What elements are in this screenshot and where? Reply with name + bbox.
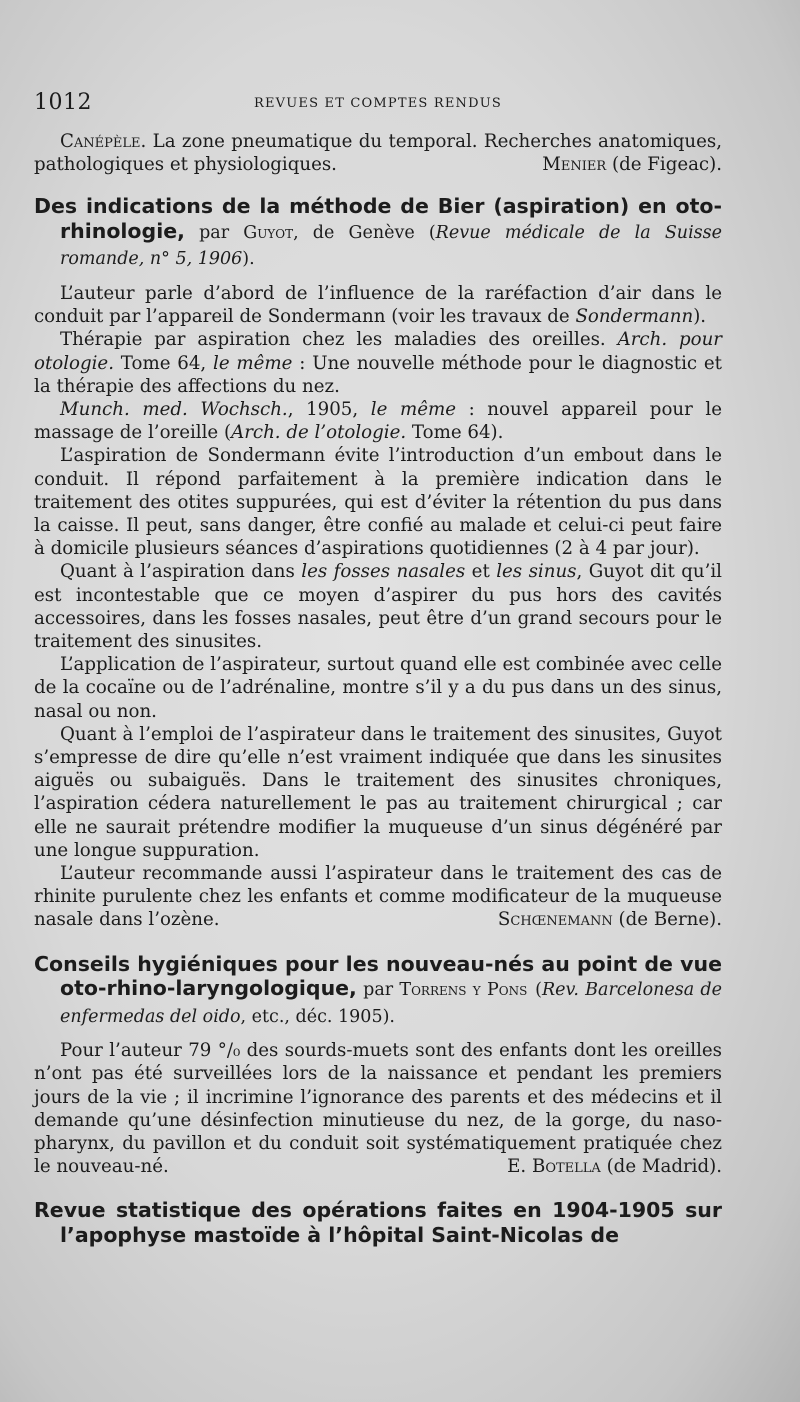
text-run: Quant à l’emploi de l’aspirateur dans le traitement des sinusites, Guyot s’empresse de dire qu’elle n’est vraiment indiquée que dans les sinusites aiguës ou subaiguës. Dans le traitement des sinusites chroniques, l’aspiration cédera naturellement le pas au traitement chirurgical ; car elle ne saurait prétendre modifier la muqueuse d’un sinus dégénéré par une longue suppuration. (34, 723, 722, 861)
article-2-source: Rev. Barcelonesa de enfermedas del oido (60, 980, 722, 1027)
signature-name: Botella (531, 1156, 601, 1178)
article-1-paragraph (34, 328, 722, 398)
italic-text: Munch. med. Wochsch. (60, 398, 288, 420)
italic-text: les fosses nasales (301, 561, 466, 583)
article-2-author: Torrens y Pons (399, 980, 528, 1001)
italic-text: le même (370, 398, 456, 420)
article-2-paragraph: Pour l’auteur 79 °/₀ des sourds-muets sont des enfants dont les oreilles n’ont pas été surveillées lors de la naissance et pendant les premiers jours de la vie ; il incrimine l’ignorance des parents et des médecins et il demande qu’une désinfection minutieuse du nez, de la gorge, du naso-pharynx, du pavillon et du conduit soit systématiquement pratiquée chez le nouveau-né. E. Botella (de Madrid). (34, 1040, 722, 1178)
previous-item-signature (516, 153, 722, 176)
running-title: REVUES ET COMPTES RENDUS (253, 96, 503, 111)
article-1-body (34, 282, 722, 932)
signature-place: (de Madrid). (600, 1156, 722, 1178)
text-run: , Guyot dit qu’il est incontestable que ce moyen d’aspirer du pus hors des cavités accessoires, dans les fosses nasales, peut être d’un grand secours pour le traitement des sinusites. (34, 561, 722, 652)
signature-place: (de Figeac). (606, 154, 722, 176)
article-2-heading: Conseils hygiéniques pour les nouveau-nés au point de vue oto-rhino-laryngologique, par Torrens y Pons (Rev. Barcelonesa de enfermedas del oido, etc., déc. 1905). (34, 951, 722, 1027)
article-3-heading: Revue statistique des opérations faites en 1904-1905 sur l’apophyse mastoïde à l’hôpital Saint-Nicolas de (34, 1198, 722, 1247)
text-run: L’auteur parle d’abord de l’influence de la raréfaction d’air dans le conduit par l’appareil de Sondermann (voir les travaux de (34, 282, 722, 328)
page-content (34, 90, 722, 1247)
article-1-paragraph (34, 398, 722, 444)
text-run: : nouvel appareil pour le massage de l’oreille ( (34, 398, 722, 444)
article-1-signature (498, 908, 722, 931)
article-1-paragraph (34, 282, 722, 328)
article-1-paragraph (34, 653, 722, 723)
previous-item-title: . La zone pneumatique du temporal. Recherches anatomiques, pathologiques et physiologiques. (34, 131, 722, 176)
text-run: L’aspiration de Sondermann évite l’introduction d’un embout dans le conduit. Il répond parfaitement à la première indication dans le traitement des otites suppurées, qui est d’éviter la rétention du pus dans la caisse. Il peut, sans danger, être confié au malade et celui-ci peut faire à domicile plusieurs séances d’aspirations quotidiennes (2 à 4 par jour). (34, 445, 722, 560)
text-run: Tome 64). (406, 422, 504, 444)
text-run: ). (693, 306, 707, 328)
article-1-heading: Des indications de la méthode de Bier (aspiration) en oto-rhinologie, par Guyot, de Genève (Revue médicale de la Suisse romande, n° 5, 1906). (34, 194, 722, 270)
article-1-title: Des indications de la méthode de Bier (aspiration) en oto-rhinologie, (34, 194, 722, 243)
italic-text: les sinus (496, 561, 577, 583)
article-2-signature: E. Botella (de Madrid). (507, 1156, 722, 1178)
italic-text: Arch. pour otologie. (34, 329, 722, 374)
previous-item-author: Canépèle (60, 131, 141, 152)
italic-text: le même (213, 352, 293, 374)
article-1-author-rest: , de Genève ( (293, 222, 436, 243)
previous-item (34, 130, 722, 176)
text-run: Thérapie par aspiration chez les maladies des oreilles. (60, 329, 618, 351)
text-run: L’auteur recommande aussi l’aspirateur dans le traitement des cas de rhinite purulente chez les enfants et comme modificateur de la muqueuse nasale dans l’ozène. (34, 862, 722, 931)
italic-text: Sondermann (575, 306, 694, 328)
article-1-paragraph (34, 444, 722, 560)
text-run: Quant à l’aspiration dans (60, 561, 302, 583)
article-1-source: Revue médicale de la Suisse romande, n° 5, 1906 (60, 222, 722, 270)
text-run: et (465, 561, 497, 583)
text-run: : Une nouvelle méthode pour le diagnostic et la thérapie des affections du nez. (34, 352, 722, 397)
running-header (34, 90, 722, 130)
text-run: L’application de l’aspirateur, surtout quand elle est combinée avec celle de la cocaïne ou de l’adrénaline, montre s’il y a du pus dans un des sinus, nasal ou non. (34, 654, 722, 722)
article-1-paragraph (34, 723, 722, 862)
text-run: Tome 64, (113, 352, 214, 374)
page-number: 1012 (34, 90, 92, 115)
signature-name: Schœnemann (497, 909, 613, 931)
italic-text: Arch. de l’otologie. (231, 422, 407, 444)
text-run: , 1905, (287, 398, 371, 420)
signature-name: Menier (542, 154, 607, 176)
article-1-paragraph (34, 560, 722, 653)
signature-place: (de Berne). (612, 909, 722, 931)
article-2-title: Conseils hygiéniques pour les nouveau-nés au point de vue oto-rhino-laryngologique, (34, 951, 722, 1001)
article-1-author: Guyot (243, 222, 294, 243)
